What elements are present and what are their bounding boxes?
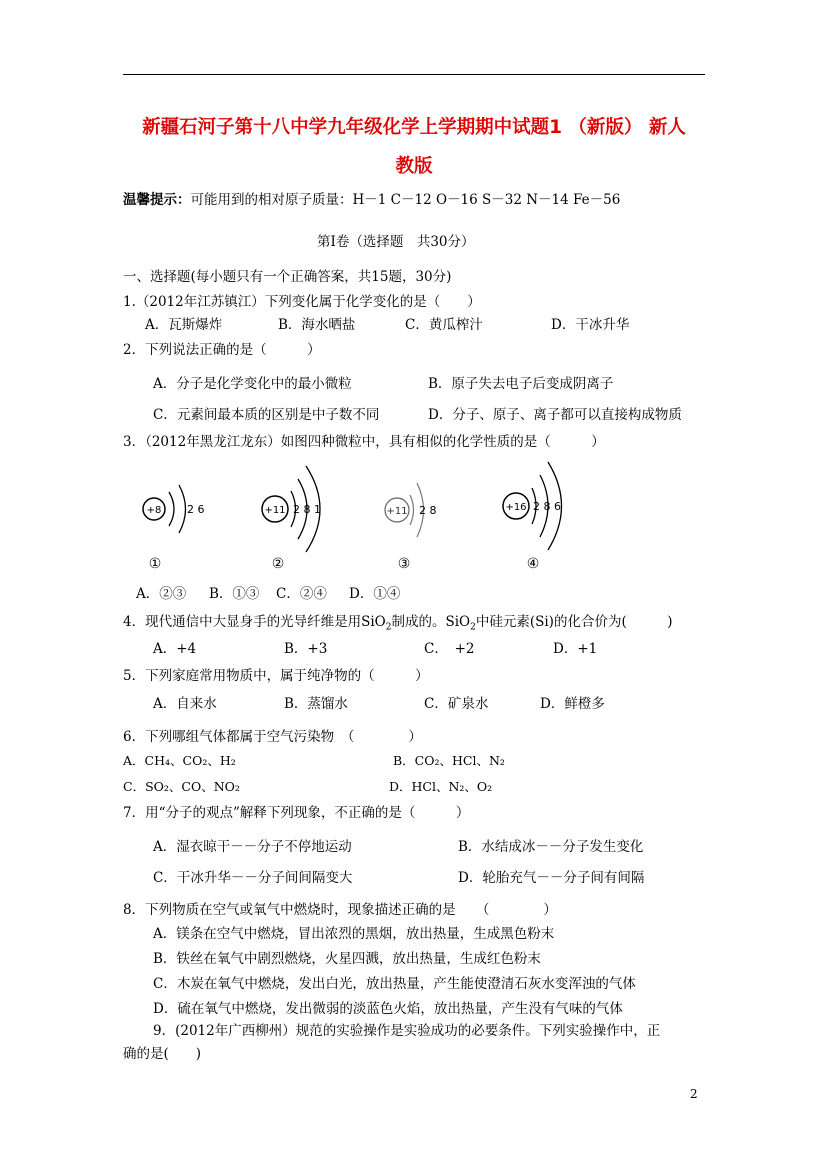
question-8-stem: 8．下列物质在空气或氧气中燃烧时，现象描述正确的是 （ ） bbox=[123, 902, 557, 918]
question-7-option-a: A．湿衣晾干－－分子不停地运动 bbox=[153, 839, 352, 855]
question-1-option-d: D．干冰升华 bbox=[551, 317, 630, 333]
question-4-stem-part2: 制成的。SiO bbox=[391, 614, 471, 630]
question-2-option-b: B．原子失去电子后变成阴离子 bbox=[428, 376, 614, 392]
particle-2-electrons: 2 8 1 bbox=[293, 503, 321, 516]
question-4-option-b: B．+3 bbox=[284, 641, 328, 657]
question-4-stem-part1: 4．现代通信中大显身手的光导纤维是用SiO bbox=[123, 614, 386, 630]
question-6-option-b: B．CO₂、HCl、N₂ bbox=[393, 753, 505, 768]
question-7-option-d: D．轮胎充气－－分子间有间隔 bbox=[458, 870, 645, 886]
particle-4-label: ④ bbox=[526, 556, 540, 572]
atomic-structure-diagrams bbox=[120, 455, 590, 580]
question-2-option-d: D．分子、原子、离子都可以直接构成物质 bbox=[428, 407, 682, 423]
question-7-option-b: B．水结成冰－－分子发生变化 bbox=[458, 839, 644, 855]
particle-1-diagram bbox=[143, 485, 205, 572]
particle-3-label: ③ bbox=[397, 556, 411, 572]
hint-text: 可能用到的相对原子质量：H－1 C－12 O－16 S－32 N－14 Fe－56 bbox=[190, 192, 621, 208]
question-4-subscript-2: 2 bbox=[470, 622, 476, 633]
document-title-line2: 教版 bbox=[395, 156, 433, 177]
question-3-stem: 3．（2012年黑龙江龙东）如图四种微粒中，具有相似的化学性质的是（ ） bbox=[123, 434, 605, 450]
question-6-option-c: C．SO₂、CO、NO₂ bbox=[123, 779, 240, 794]
hint-label: 温馨提示： bbox=[123, 192, 191, 208]
question-4-stem-part3: 中硅元素(Si)的化合价为( ) bbox=[475, 614, 673, 630]
particle-2-nucleus: +11 bbox=[264, 505, 286, 516]
question-2-option-c: C．元素间最本质的区别是中子数不同 bbox=[153, 407, 380, 423]
question-8-option-a: A．镁条在空气中燃烧，冒出浓烈的黑烟，放出热量，生成黑色粉末 bbox=[153, 926, 555, 942]
particle-4-electrons: 2 8 6 bbox=[533, 500, 561, 513]
page-number: 2 bbox=[690, 1087, 698, 1101]
question-3-option-c: C．②④ bbox=[276, 586, 327, 602]
question-5-stem: 5．下列家庭常用物质中，属于纯净物的（ ） bbox=[123, 668, 429, 684]
question-8-option-d: D．硫在氧气中燃烧，发出微弱的淡蓝色火焰，放出热量，产生没有气味的气体 bbox=[153, 1001, 623, 1017]
particle-4-nucleus: +16 bbox=[505, 502, 527, 513]
question-3-option-d: D．①④ bbox=[349, 586, 401, 602]
question-6-stem: 6．下列哪组气体都属于空气污染物 （ ） bbox=[123, 729, 422, 745]
particle-1-electrons: 2 6 bbox=[187, 503, 205, 516]
particle-2-label: ② bbox=[271, 556, 285, 572]
question-8-option-b: B．铁丝在氧气中剧烈燃烧，火星四溅，放出热量，生成红色粉末 bbox=[153, 951, 541, 967]
question-5-option-c: C．矿泉水 bbox=[424, 696, 489, 712]
question-1-stem: 1.（2012年江苏镇江）下列变化属于化学变化的是（ ） bbox=[123, 294, 481, 310]
particle-1-nucleus: +8 bbox=[146, 505, 162, 516]
question-1-option-b: B．海水晒盐 bbox=[278, 317, 356, 333]
question-4-option-d: D．+1 bbox=[553, 641, 598, 657]
question-9-stem-line2: 确的是( ) bbox=[123, 1046, 202, 1062]
particle-2-diagram bbox=[262, 466, 321, 572]
hint-line bbox=[123, 188, 620, 208]
question-7-stem: 7．用“分子的观点”解释下列现象，不正确的是（ ） bbox=[123, 805, 470, 821]
question-5-option-a: A．自来水 bbox=[153, 696, 217, 712]
question-1-option-a: A．瓦斯爆炸 bbox=[145, 317, 223, 333]
question-1-option-c: C．黄瓜榨汁 bbox=[405, 317, 483, 333]
particle-3-nucleus: +11 bbox=[386, 506, 408, 517]
question-4-subscript-1: 2 bbox=[385, 622, 392, 633]
question-5-option-d: D．鲜橙多 bbox=[540, 696, 605, 712]
question-6-option-a: A．CH₄、CO₂、H₂ bbox=[123, 753, 236, 768]
question-4-option-a: A．+4 bbox=[153, 641, 197, 657]
header-rule bbox=[123, 74, 705, 75]
question-8-option-c: C．木炭在氧气中燃烧，发出白光，放出热量，产生能使澄清石灰水变浑浊的气体 bbox=[153, 976, 636, 992]
question-4-stem bbox=[123, 610, 673, 633]
question-2-option-a: A．分子是化学变化中的最小微粒 bbox=[153, 376, 352, 392]
particle-4-diagram bbox=[503, 462, 562, 572]
particle-1-label: ① bbox=[148, 556, 162, 572]
part-header: 第Ⅰ卷（选择题 共30分） bbox=[317, 234, 475, 250]
question-3-option-b: B．①③ bbox=[209, 586, 260, 602]
question-4-option-c: C． +2 bbox=[424, 641, 475, 657]
document-title-line1: 新疆石河子第十八中学九年级化学上学期期中试题1 （新版） 新人 bbox=[142, 117, 686, 138]
question-7-option-c: C．干冰升华－－分子间间隔变大 bbox=[153, 870, 353, 886]
question-6-option-d: D．HCl、N₂、O₂ bbox=[389, 779, 493, 794]
question-3-option-a: A．②③ bbox=[136, 586, 187, 602]
particle-3-diagram bbox=[385, 483, 437, 572]
question-9-stem-line1: 9．(2012年广西柳州）规范的实验操作是实验成功的必要条件。下列实验操作中，正 bbox=[153, 1023, 661, 1039]
question-5-option-b: B．蒸馏水 bbox=[284, 696, 348, 712]
section-heading: 一、选择题(每小题只有一个正确答案，共15题，30分) bbox=[123, 269, 452, 285]
particle-3-electrons: 2 8 bbox=[419, 504, 437, 517]
question-2-stem: 2．下列说法正确的是（ ） bbox=[123, 342, 321, 358]
